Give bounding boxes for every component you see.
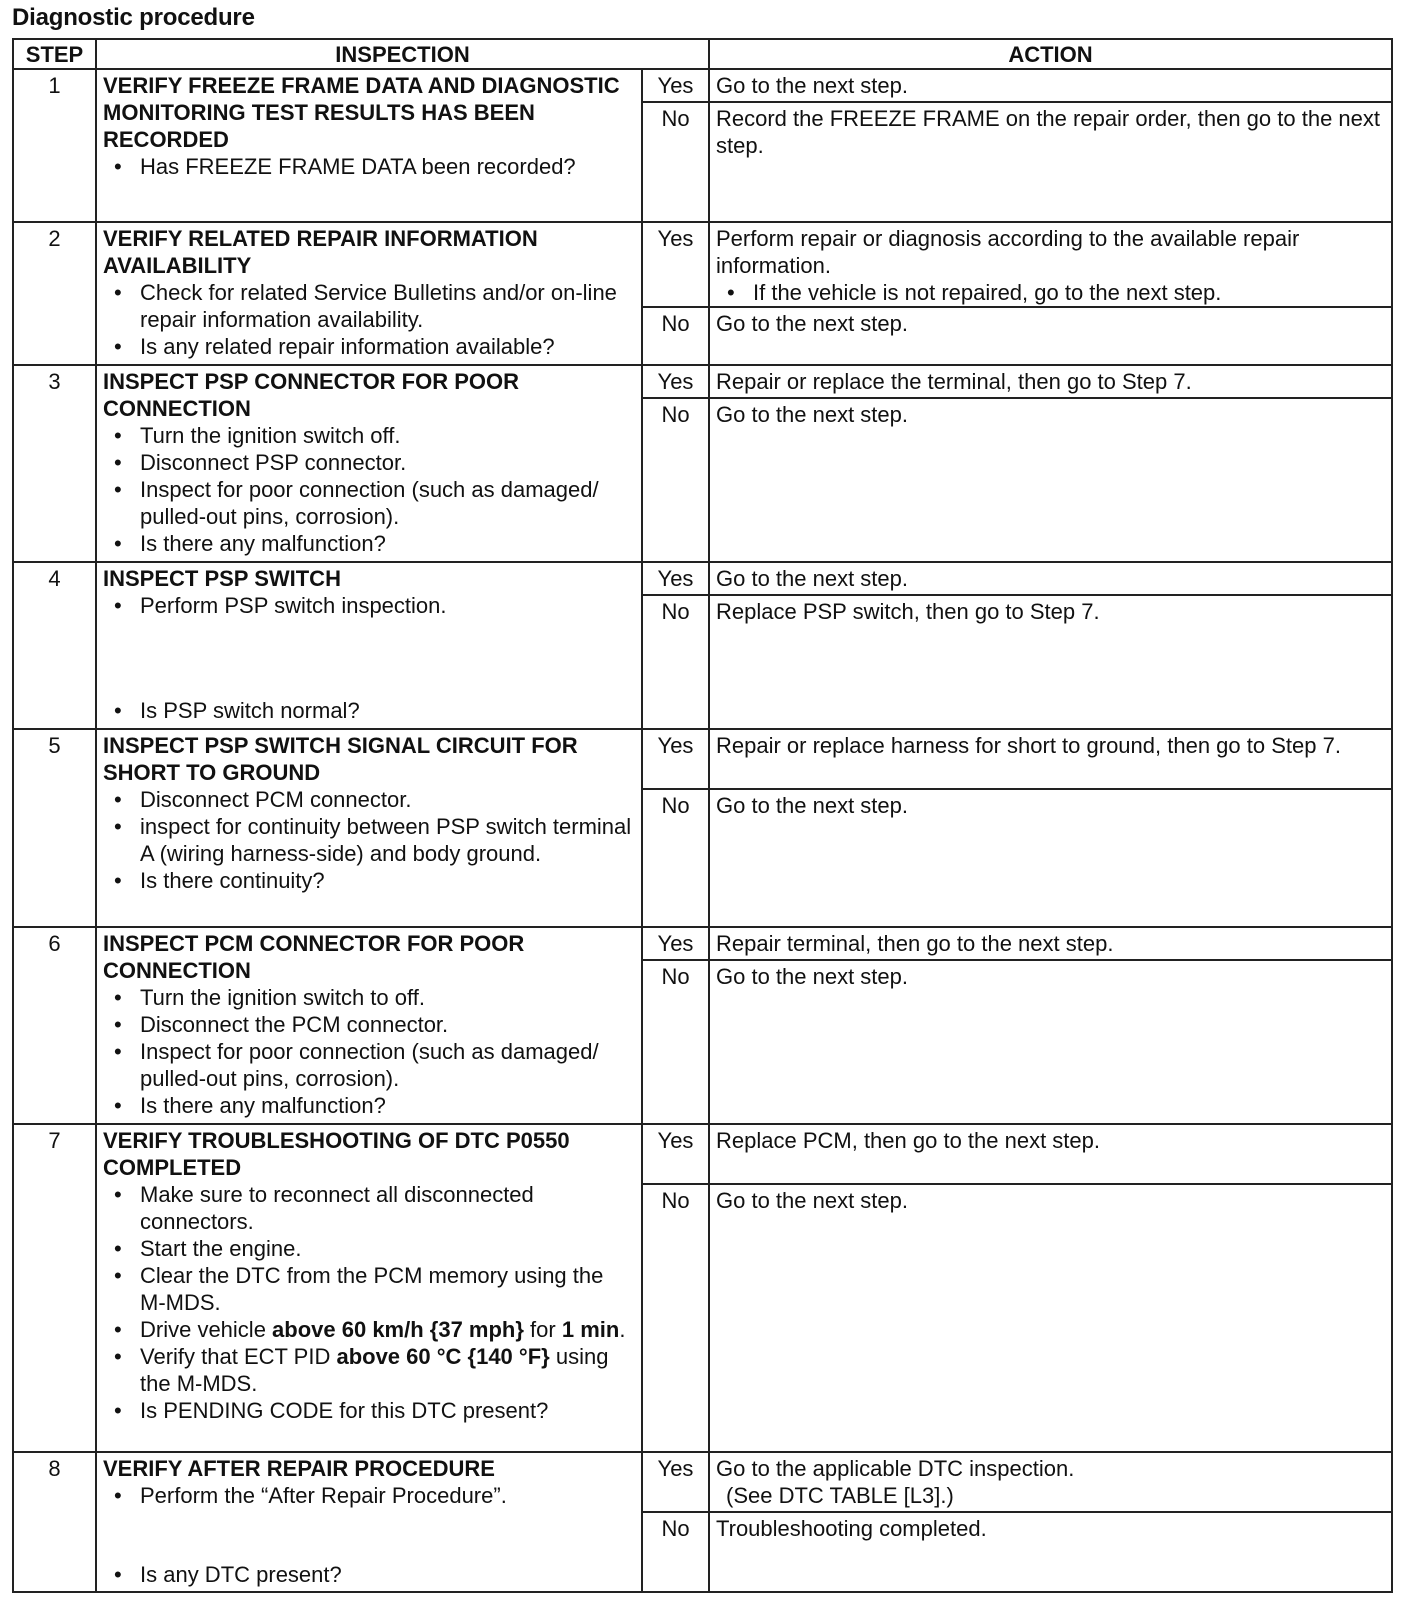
no-action: Go to the next step. xyxy=(709,789,1392,927)
no-action: Replace PSP switch, then go to Step 7. xyxy=(709,595,1392,729)
drive-text-pre: Drive vehicle xyxy=(140,1317,273,1342)
no-action: Record the FREEZE FRAME on the repair order, then go to the next step. xyxy=(709,102,1392,222)
inspection-title: VERIFY AFTER REPAIR PROCEDURE xyxy=(103,1456,495,1481)
inspection-bullet: • Has FREEZE FRAME DATA been recorded? xyxy=(140,153,635,180)
yes-action: Go to the next step. xyxy=(709,69,1392,102)
inspection-title: INSPECT PSP SWITCH xyxy=(103,566,341,591)
step-number: 2 xyxy=(13,222,96,365)
inspection-bullet-drive xyxy=(140,1316,635,1343)
no-action: Troubleshooting completed. xyxy=(709,1512,1392,1592)
yes-label: Yes xyxy=(642,222,709,307)
drive-speed: above 60 km/h {37 mph} xyxy=(272,1317,524,1342)
no-label: No xyxy=(642,102,709,222)
yes-label: Yes xyxy=(642,1124,709,1184)
yes-action: Go to the next step. xyxy=(709,562,1392,595)
inspection-bullet: • Check for related Service Bulletins and/or on-line repair information availability. xyxy=(140,279,635,333)
inspection-cell xyxy=(96,365,642,562)
inspection-bullet: • Inspect for poor connection (such as damaged/ pulled-out pins, corrosion). xyxy=(140,1038,635,1092)
step-number: 7 xyxy=(13,1124,96,1452)
no-label: No xyxy=(642,595,709,729)
table-row xyxy=(13,1124,1392,1184)
yes-label: Yes xyxy=(642,69,709,102)
no-label: No xyxy=(642,307,709,365)
inspection-title: INSPECT PSP CONNECTOR FOR POOR CONNECTION xyxy=(103,369,520,421)
inspection-bullet: • Start the engine. xyxy=(140,1235,635,1262)
drive-text-post: . xyxy=(619,1317,626,1342)
step-number: 1 xyxy=(13,69,96,222)
table-row xyxy=(13,365,1392,398)
inspection-bullet: • Is any related repair information available? xyxy=(140,333,635,360)
inspection-title: INSPECT PCM CONNECTOR FOR POOR CONNECTION xyxy=(103,931,525,983)
table-row xyxy=(13,69,1392,102)
inspection-bullet: • Turn the ignition switch off. xyxy=(140,422,635,449)
inspection-bullet: • Is there any malfunction? xyxy=(140,1092,635,1119)
inspection-bullet: • Clear the DTC from the PCM memory using the M-MDS. xyxy=(140,1262,635,1316)
inspection-cell xyxy=(96,1124,642,1452)
inspection-cell xyxy=(96,222,642,365)
inspection-title: INSPECT PSP SWITCH SIGNAL CIRCUIT FOR SHORT TO GROUND xyxy=(103,733,578,785)
inspection-cell xyxy=(96,1452,642,1592)
yes-label: Yes xyxy=(642,365,709,398)
step-number: 5 xyxy=(13,729,96,927)
yes-action-reference: (See DTC TABLE [L3].) xyxy=(726,1483,954,1508)
inspection-bullet-ect xyxy=(140,1343,635,1397)
inspection-cell xyxy=(96,729,642,927)
table-row xyxy=(13,562,1392,595)
step-number: 6 xyxy=(13,927,96,1124)
inspection-bullet: • Turn the ignition switch to off. xyxy=(140,984,635,1011)
inspection-bullet: • Is there any malfunction? xyxy=(140,530,635,557)
yes-label: Yes xyxy=(642,562,709,595)
inspection-bullet: • Disconnect PCM connector. xyxy=(140,786,635,813)
inspection-bullet: • Perform PSP switch inspection. xyxy=(140,592,635,619)
inspection-bullet: • Is PSP switch normal? xyxy=(140,697,635,724)
inspection-cell xyxy=(96,69,642,222)
inspection-title: VERIFY FREEZE FRAME DATA AND DIAGNOSTIC MONITORING TEST RESULTS HAS BEEN RECORDED xyxy=(103,73,620,152)
inspection-bullet: • Disconnect the PCM connector. xyxy=(140,1011,635,1038)
drive-text-mid: for xyxy=(523,1317,562,1342)
inspection-title: VERIFY TROUBLESHOOTING OF DTC P0550 COMPLETED xyxy=(103,1128,570,1180)
no-action: Go to the next step. xyxy=(709,398,1392,562)
table-row xyxy=(13,1452,1392,1512)
diagnostic-procedure-table xyxy=(12,38,1393,1593)
table-row xyxy=(13,222,1392,307)
drive-duration: 1 min xyxy=(561,1317,620,1342)
inspection-bullet: • Disconnect PSP connector. xyxy=(140,449,635,476)
inspection-bullet: • Inspect for poor connection (such as damaged/ pulled-out pins, corrosion). xyxy=(140,476,635,530)
yes-action: Repair or replace harness for short to ground, then go to Step 7. xyxy=(709,729,1392,789)
table-row xyxy=(13,927,1392,960)
inspection-header: INSPECTION xyxy=(96,39,709,69)
no-label: No xyxy=(642,1512,709,1592)
no-label: No xyxy=(642,398,709,562)
inspection-bullet: • inspect for continuity between PSP switch terminal A (wiring harness-side) and body ground. xyxy=(140,813,635,867)
step-number: 8 xyxy=(13,1452,96,1592)
inspection-title: VERIFY RELATED REPAIR INFORMATION AVAILABILITY xyxy=(103,226,538,278)
table-row xyxy=(13,729,1392,789)
yes-action: Repair or replace the terminal, then go to Step 7. xyxy=(709,365,1392,398)
no-label: No xyxy=(642,960,709,1124)
step-number: 4 xyxy=(13,562,96,729)
inspection-bullet: • Is PENDING CODE for this DTC present? xyxy=(140,1397,635,1424)
no-label: No xyxy=(642,789,709,927)
no-label: No xyxy=(642,1184,709,1452)
yes-action-text: Go to the applicable DTC inspection. xyxy=(716,1456,1075,1481)
yes-action xyxy=(709,1452,1392,1512)
yes-action-text: Perform repair or diagnosis according to the available repair information. xyxy=(716,226,1300,278)
page-title: Diagnostic procedure xyxy=(12,4,255,31)
no-action: Go to the next step. xyxy=(709,307,1392,365)
ect-text-pre: Verify that ECT PID xyxy=(140,1344,337,1369)
header-row xyxy=(13,39,1392,69)
yes-action: Repair terminal, then go to the next step. xyxy=(709,927,1392,960)
action-header: ACTION xyxy=(709,39,1392,69)
step-number: 3 xyxy=(13,365,96,562)
yes-action xyxy=(709,222,1392,307)
inspection-bullet: • Is any DTC present? xyxy=(140,1561,635,1588)
inspection-cell xyxy=(96,562,642,729)
inspection-bullet: • Make sure to reconnect all disconnected connectors. xyxy=(140,1181,635,1235)
step-header: STEP xyxy=(13,39,96,69)
action-bullet: • If the vehicle is not repaired, go to the next step. xyxy=(753,279,1385,306)
ect-text-post: using the M-MDS. xyxy=(140,1344,609,1396)
yes-label: Yes xyxy=(642,1452,709,1512)
inspection-bullet: • Is there continuity? xyxy=(140,867,635,894)
yes-label: Yes xyxy=(642,927,709,960)
inspection-bullet: • Perform the “After Repair Procedure”. xyxy=(140,1482,635,1509)
ect-temperature: above 60 °C {140 °F} xyxy=(336,1344,550,1369)
no-action: Go to the next step. xyxy=(709,960,1392,1124)
yes-label: Yes xyxy=(642,729,709,789)
no-action: Go to the next step. xyxy=(709,1184,1392,1452)
yes-action: Replace PCM, then go to the next step. xyxy=(709,1124,1392,1184)
inspection-cell xyxy=(96,927,642,1124)
